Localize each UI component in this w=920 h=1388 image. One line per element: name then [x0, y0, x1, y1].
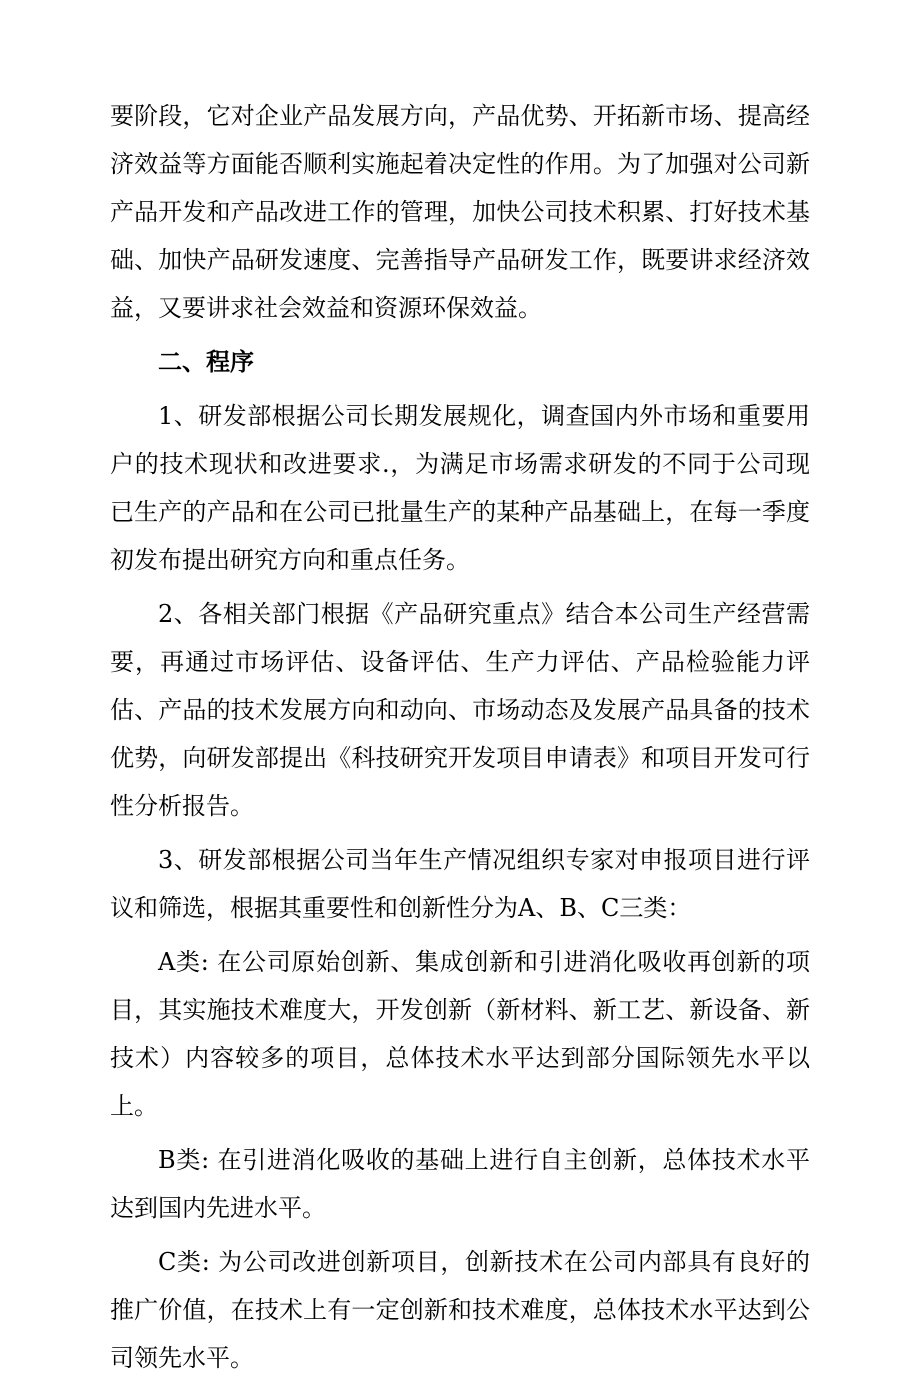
category-c-paragraph: C类: 为公司改进创新项目，创新技术在公司内部具有良好的推广价值，在技术上有一定创新和技术难度，总体技术水平达到公司领先水平。 — [110, 1248, 810, 1372]
section-heading-procedure: 二、程序 — [158, 347, 254, 376]
procedure-step-2: 2、各相关部门根据《产品研究重点》结合本公司生产经营需要，再通过市场评估、设备评估、生产力评估、产品检验能力评估、产品的技术发展方向和动向、市场动态及发展产品具备的技术优势，向研发部提出《科技研究开发项目申请表》和项目开发可行性分析报告。 — [110, 600, 810, 820]
procedure-step-3: 3、研发部根据公司当年生产情况组织专家对申报项目进行评议和筛选，根据其重要性和创新性分为A、B、C三类： — [110, 846, 810, 922]
continuation-paragraph: 要阶段，它对企业产品发展方向，产品优势、开拓新市场、提高经济效益等方面能否顺利实施起着决定性的作用。为了加强对公司新产品开发和产品改进工作的管理，加快公司技术积累、打好技术基础、加快产品研发速度、完善指导产品研发工作，既要讲求经济效益，又要讲求社会效益和资源环保效益。 — [110, 102, 810, 322]
document-page — [110, 92, 810, 1388]
category-a-paragraph: A类: 在公司原始创新、集成创新和引进消化吸收再创新的项目，其实施技术难度大，开发创新（新材料、新工艺、新设备、新技术）内容较多的项目，总体技术水平达到部分国际领先水平以上。 — [110, 948, 810, 1120]
procedure-step-1: 1、研发部根据公司长期发展规化，调查国内外市场和重要用户的技术现状和改进要求.，为满足市场需求研发的不同于公司现已生产的产品和在公司已批量生产的某种产品基础上，在每一季度初发布提出研究方向和重点任务。 — [110, 402, 810, 574]
category-b-paragraph: B类: 在引进消化吸收的基础上进行自主创新，总体技术水平达到国内先进水平。 — [110, 1146, 810, 1222]
